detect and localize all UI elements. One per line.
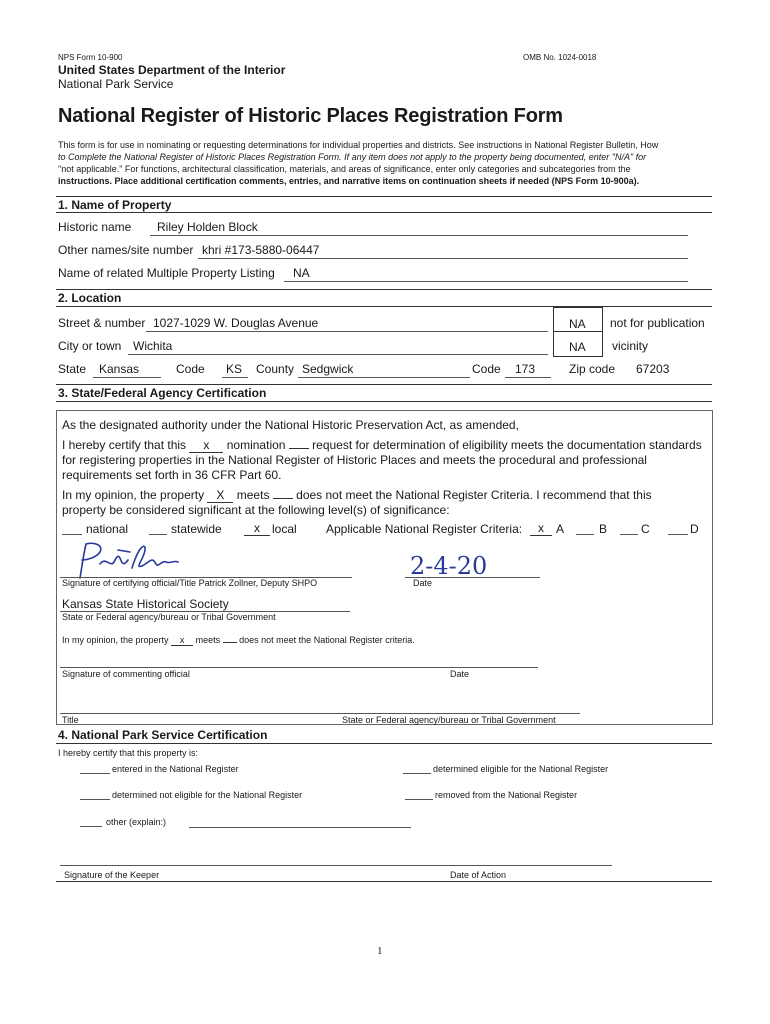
determined-eligible-blank[interactable]	[403, 773, 431, 774]
state-value[interactable]: Kansas	[99, 362, 140, 376]
section-3-rule	[56, 384, 712, 385]
other-label: other (explain:)	[106, 817, 167, 827]
commenting-signature-caption: Signature of commenting official	[62, 669, 190, 679]
other-names-label: Other names/site number	[58, 243, 194, 257]
opinion-text-a: In my opinion, the property	[62, 488, 205, 502]
state-label: State	[58, 362, 87, 376]
certify-text-a: I hereby certify that this	[62, 438, 187, 452]
nfp-box-divider	[553, 331, 602, 332]
intro-line-2: to Complete the National Register of Historic Places Registration Form. If any item does not apply to the property being documented, enter "N/A" for	[58, 152, 647, 162]
statewide-label: statewide	[171, 522, 222, 536]
opinion-line-2: property be considered significant at the following level(s) of significance:	[62, 503, 450, 517]
department-name: United States Department of the Interior	[58, 63, 286, 77]
historic-name-value[interactable]: Riley Holden Block	[157, 220, 258, 234]
certify-line-2: for registering properties in the National Register of Historic Places and meets the procedural and professional	[62, 453, 647, 467]
section-1-rule-bottom	[56, 212, 712, 213]
nfp-label: not for publication	[610, 316, 705, 330]
form-number: NPS Form 10-900	[58, 53, 123, 62]
opinion2-line	[62, 635, 415, 646]
certify-line-3: requirements set forth in 36 CFR Part 60.	[62, 468, 282, 482]
section-3-heading: 3. State/Federal Agency Certification	[58, 386, 267, 400]
does-not-meet-blank[interactable]	[273, 498, 293, 499]
omb-number: OMB No. 1024-0018	[523, 53, 597, 62]
code-label: Code	[176, 362, 205, 376]
criteria-c-blank[interactable]	[620, 534, 638, 535]
state-underline	[93, 377, 161, 378]
county-code-value[interactable]: 173	[515, 362, 536, 376]
county-value[interactable]: Sedgwick	[302, 362, 354, 376]
certify-text-b: nomination	[226, 438, 286, 452]
commenting-signature-line[interactable]	[60, 667, 538, 668]
opinion2-text-a: In my opinion, the property	[62, 635, 169, 645]
agency-caption: State or Federal agency/bureau or Tribal Government	[62, 612, 276, 622]
section-1-rule	[56, 196, 712, 197]
entered-blank[interactable]	[80, 773, 110, 774]
zip-value[interactable]: 67203	[636, 362, 670, 376]
section-4-rule	[56, 743, 712, 744]
county-code-label: Code	[472, 362, 501, 376]
section-2-heading: 2. Location	[58, 291, 122, 305]
opinion2-not-meet-blank[interactable]	[223, 642, 237, 643]
vicinity-label: vicinity	[612, 339, 649, 353]
section-2-rule-bottom	[56, 306, 712, 307]
criteria-b-label: B	[599, 522, 608, 536]
commenting-date-label: Date	[450, 669, 470, 679]
mpl-value[interactable]: NA	[293, 266, 310, 280]
form-title: National Register of Historic Places Registration Form	[58, 105, 563, 127]
criteria-d-label: D	[690, 522, 699, 536]
opinion-line-1	[62, 488, 652, 503]
code-underline	[222, 377, 248, 378]
other-explain-line[interactable]	[189, 827, 411, 828]
opinion-text-b: meets	[236, 488, 270, 502]
certify-text-c: request for determination of eligibility meets the documentation standards	[312, 438, 702, 452]
entered-label: entered in the National Register	[112, 764, 239, 774]
county-underline	[298, 377, 470, 378]
street-value[interactable]: 1027-1029 W. Douglas Avenue	[153, 316, 319, 330]
section-2-rule	[56, 289, 712, 290]
determined-eligible-label: determined eligible for the National Register	[433, 764, 609, 774]
historic-name-label: Historic name	[58, 220, 132, 234]
request-blank[interactable]	[289, 448, 309, 449]
section-1-heading: 1. Name of Property	[58, 198, 172, 212]
county-code-underline	[505, 377, 551, 378]
opinion-text-c: does not meet the National Register Criteria. I recommend that this	[296, 488, 652, 502]
title-line[interactable]	[60, 713, 580, 714]
page-number: 1	[377, 945, 383, 957]
agency-value[interactable]: Kansas State Historical Society	[62, 597, 229, 611]
title-label: Title	[62, 715, 79, 725]
historic-name-underline	[150, 235, 688, 236]
opinion2-meets-checkmark[interactable]: x	[171, 635, 193, 646]
other-names-underline	[198, 258, 688, 259]
vicinity-value[interactable]: NA	[569, 340, 586, 354]
action-date-label: Date of Action	[450, 870, 507, 880]
city-underline	[128, 354, 548, 355]
intro-line-3: "not applicable." For functions, architectural classification, materials, and areas of significance, enter only categories and subcategories from the	[58, 164, 631, 174]
mpl-underline	[284, 281, 688, 282]
national-label: national	[86, 522, 129, 536]
code-value[interactable]: KS	[226, 362, 243, 376]
removed-label: removed from the National Register	[435, 790, 578, 800]
not-eligible-label: determined not eligible for the National Register	[112, 790, 303, 800]
street-underline	[146, 331, 548, 332]
certifying-signature-caption: Signature of certifying official/Title Patrick Zollner, Deputy SHPO	[62, 578, 318, 588]
national-blank[interactable]	[62, 534, 82, 535]
street-label: Street & number	[58, 316, 146, 330]
county-label: County	[256, 362, 295, 376]
handwritten-date[interactable]: 2-4-20	[410, 552, 488, 580]
criteria-d-blank[interactable]	[668, 534, 688, 535]
criteria-b-blank[interactable]	[576, 534, 594, 535]
opinion2-text-c: does not meet the National Register criteria.	[239, 635, 415, 645]
other-names-value[interactable]: khri #173-5880-06447	[202, 243, 320, 257]
keeper-signature-line[interactable]	[60, 865, 612, 866]
section-4-intro: I hereby certify that this property is:	[58, 748, 199, 758]
removed-blank[interactable]	[405, 799, 433, 800]
local-checkmark[interactable]: x	[244, 522, 270, 536]
city-value[interactable]: Wichita	[133, 339, 173, 353]
not-eligible-blank[interactable]	[80, 799, 110, 800]
criteria-c-label: C	[641, 522, 650, 536]
section-3-rule-bottom	[56, 401, 712, 402]
section-4-heading: 4. National Park Service Certification	[58, 728, 268, 742]
zip-label: Zip code	[569, 362, 616, 376]
criteria-a-checkmark[interactable]: x	[530, 522, 552, 536]
nomination-checkmark[interactable]: x	[189, 438, 223, 453]
intro-line-1: This form is for use in nominating or requesting determinations for individual properties and districts. See instructions in National Register Bulletin, How	[58, 140, 659, 150]
other-blank[interactable]	[80, 826, 102, 827]
meets-checkmark[interactable]: X	[207, 488, 233, 503]
statewide-blank[interactable]	[149, 534, 167, 535]
nfp-value[interactable]: NA	[569, 317, 586, 331]
service-name: National Park Service	[58, 77, 174, 91]
bottom-rule	[56, 881, 712, 882]
certify-line-1	[62, 438, 702, 453]
keeper-signature-caption: Signature of the Keeper	[64, 870, 160, 880]
authority-text: As the designated authority under the National Historic Preservation Act, as amended,	[62, 418, 519, 432]
local-label: local	[272, 522, 297, 536]
criteria-a-label: A	[556, 522, 565, 536]
opinion2-text-b: meets	[195, 635, 221, 645]
intro-line-4: instructions. Place additional certification comments, entries, and narrative items on continuation sheets if needed (NPS Form 10-900a).	[58, 176, 640, 186]
title-agency-caption: State or Federal agency/bureau or Tribal Government	[342, 715, 556, 725]
certifying-date-label: Date	[413, 578, 433, 588]
mpl-label: Name of related Multiple Property Listing	[58, 266, 275, 280]
city-label: City or town	[58, 339, 122, 353]
criteria-label: Applicable National Register Criteria:	[326, 522, 523, 536]
